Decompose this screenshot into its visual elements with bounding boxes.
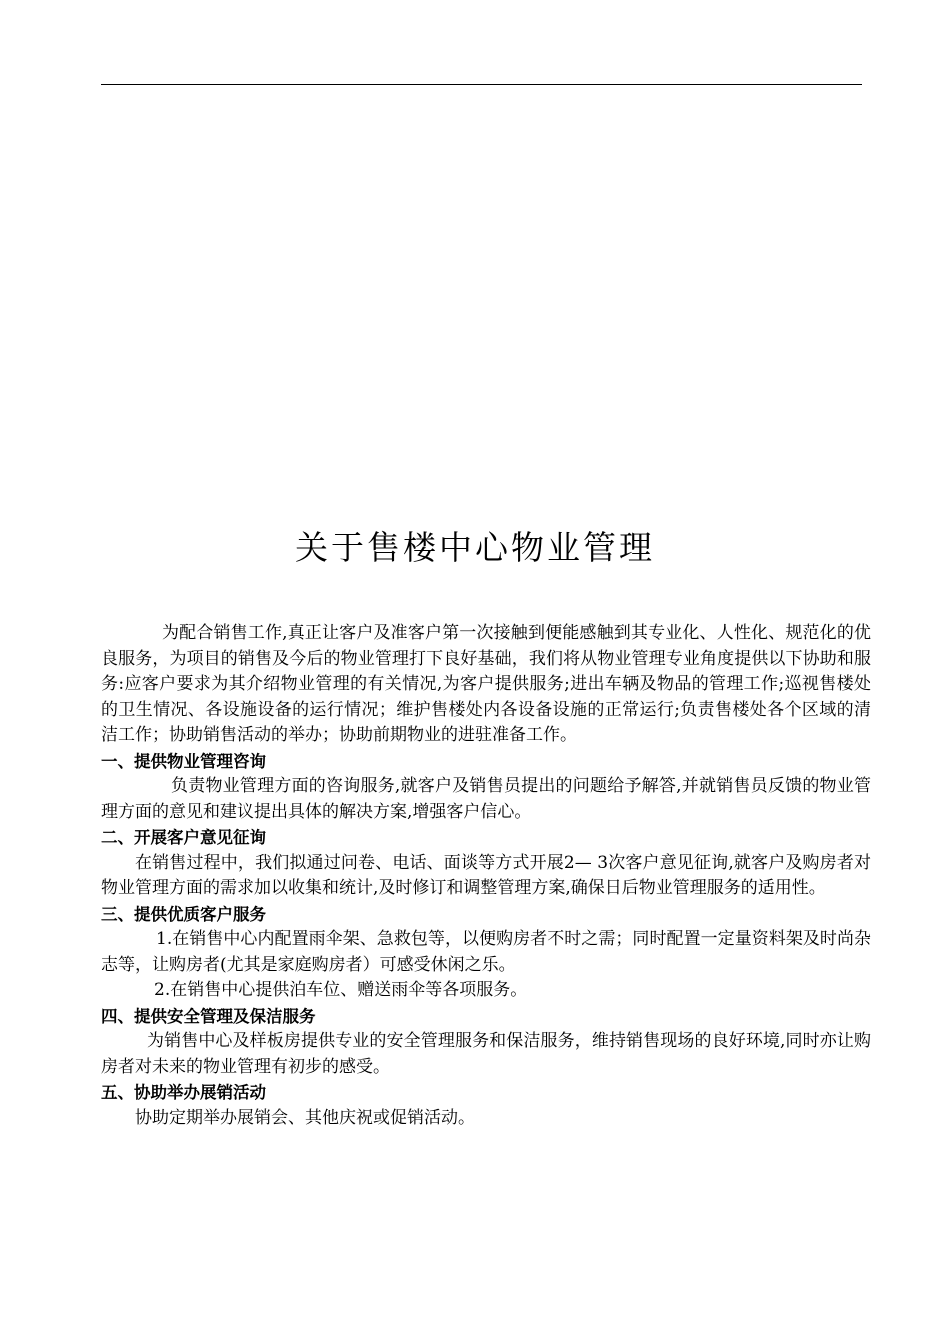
section-heading-3: 三、提供优质客户服务 — [101, 904, 266, 924]
intro-paragraph: 为配合销售工作,真正让客户及准客户第一次接触到便能感触到其专业化、人性化、规范化的优良服务，为项目的销售及今后的物业管理打下良好基础，我们将从物业管理专业角度提供以下协助和服务:应客户要求为其介绍物业管理的有关情况,为客户提供服务;进出车辆及物品的管理工作;巡视售楼处的卫生情况、各设施设备的运行情况；维护售楼处内各设备设施的正常运行;负责售楼处各个区域的清洁工作；协助销售活动的举办；协助前期物业的进驻准备工作。 — [101, 623, 871, 745]
section-heading-2: 二、开展客户意见征询 — [101, 828, 266, 847]
document-title: 关于售楼中心物业管理 — [295, 528, 655, 567]
section-heading-1: 一、提供物业管理咨询 — [101, 751, 266, 771]
section-heading-5: 五、协助举办展销活动 — [101, 1083, 266, 1102]
section-1-paragraph: 负责物业管理方面的咨询服务,就客户及销售员提出的问题给予解答,并就销售员反馈的物业管理方面的意见和建议提出具体的解决方案,增强客户信心。 — [101, 776, 871, 822]
section-3-item-2: 2.在销售中心提供泊车位、赠送雨伞等各项服务。 — [154, 980, 528, 1000]
header-rule — [101, 84, 862, 85]
section-3-item-1: 1.在销售中心内配置雨伞架、急救包等，以便购房者不时之需；同时配置一定量资料架及时尚杂志等，让购房者(尤其是家庭购房者）可感受休闲之乐。 — [101, 929, 871, 975]
section-4-paragraph: 为销售中心及样板房提供专业的安全管理服务和保洁服务，维持销售现场的良好环境,同时亦让购房者对未来的物业管理有初步的感受。 — [101, 1031, 871, 1077]
section-2-paragraph: 在销售过程中，我们拟通过问卷、电话、面谈等方式开展2— 3次客户意见征询,就客户及购房者对物业管理方面的需求加以收集和统计,及时修订和调整管理方案,确保日后物业管理服务的适用性。 — [101, 852, 871, 898]
section-heading-4: 四、提供安全管理及保洁服务 — [101, 1006, 316, 1026]
document-body — [101, 621, 871, 1131]
section-5-paragraph: 协助定期举办展销会、其他庆祝或促销活动。 — [135, 1107, 475, 1128]
